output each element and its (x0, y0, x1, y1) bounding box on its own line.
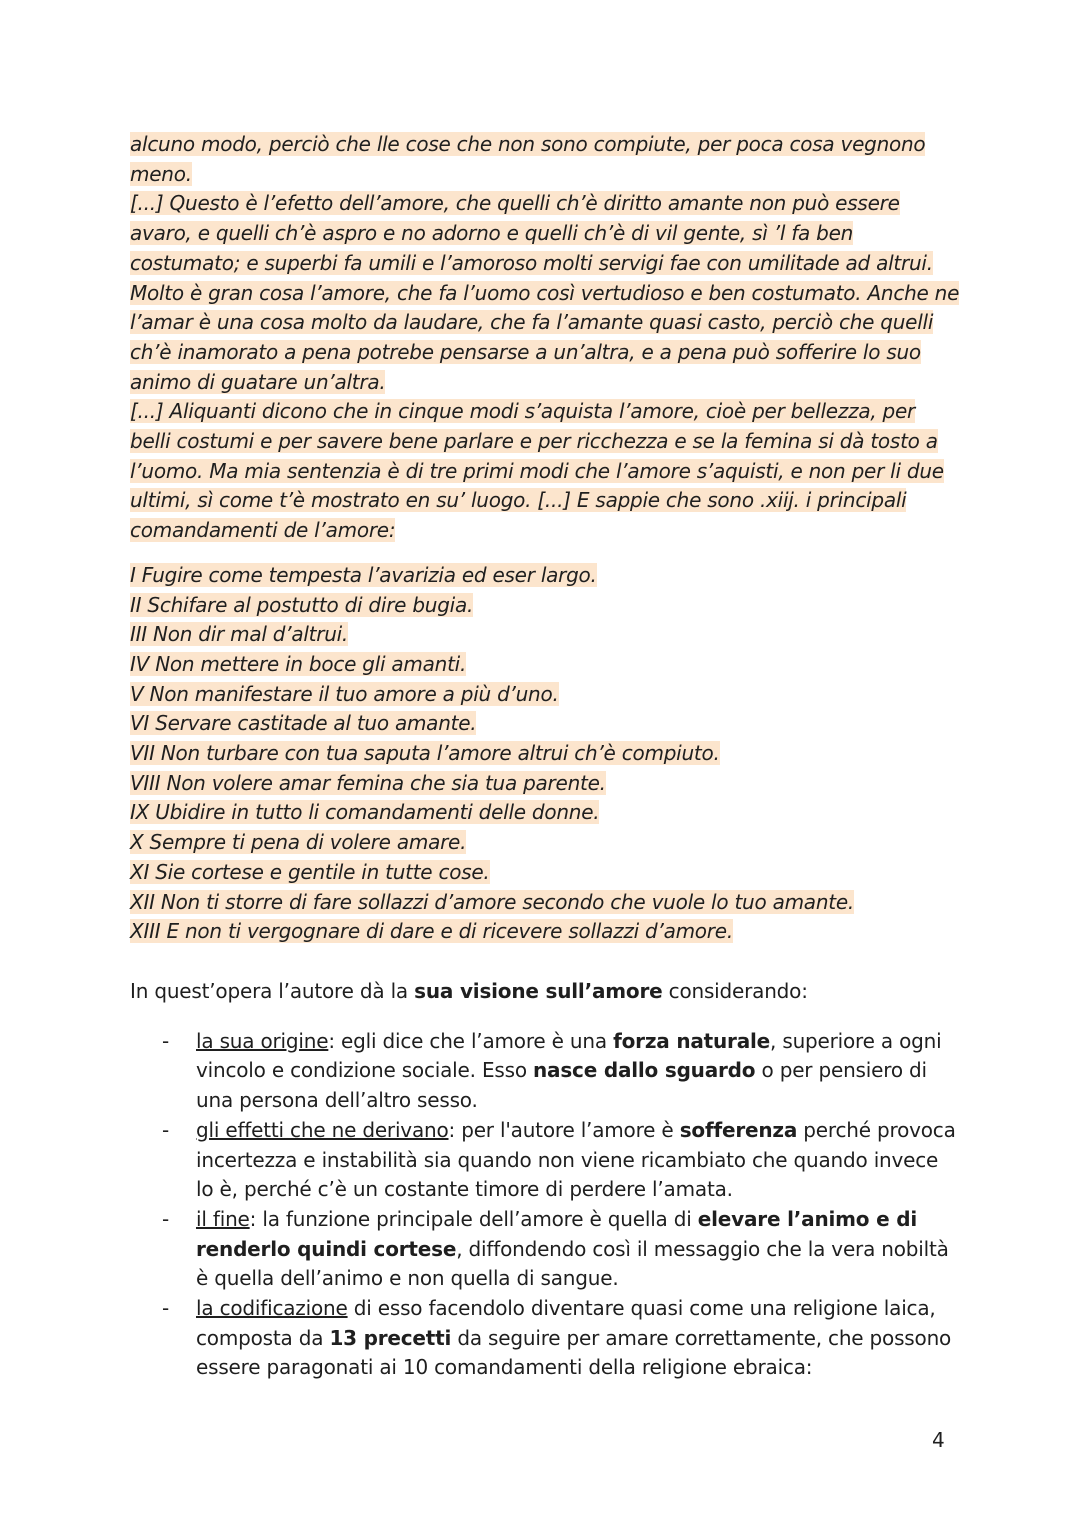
list-item-purpose: - il fine: la funzione principale dell’amore è quella di elevare l’animo e di renderlo quindi cortese, diffondendo così il messaggio che la vera nobiltà è quella dell’animo e non quella di sangue. (162, 1206, 949, 1291)
commandment-item: IX Ubidire in tutto li comandamenti delle donne. (130, 800, 600, 825)
document-page (130, 130, 960, 1383)
quote-paragraph-1: alcuno modo, perciò che lle cose che non sono compiute, per poca cosa vegnono meno. (130, 132, 926, 186)
commandment-item: VIII Non volere amar femina che sia tua parente. (130, 770, 606, 795)
dash-bullet: - (162, 1117, 170, 1142)
commandment-item: IV Non mettere in boce gli amanti. (130, 651, 467, 676)
dash-bullet: - (162, 1296, 170, 1321)
commandment-item: XII Non ti storre di fare sollazzi d’amore secondo che vuole lo tuo amante. (130, 889, 854, 914)
commandment-item: XI Sie cortese e gentile in tutte cose. (130, 859, 490, 884)
list-item-origin: - la sua origine: egli dice che l’amore è una forza naturale, superiore a ogni vincolo e condizione sociale. Esso nasce dallo sguardo o per pensiero di una persona dell’altro sesso. (162, 1028, 942, 1113)
commandment-item: XIII E non ti vergognare di dare e di ricevere sollazzi d’amore. (130, 919, 733, 944)
quote-paragraph-3: [...] Aliquanti dicono che in cinque modi s’aquista l’amore, cioè per bellezza, per belli costumi e per savere bene parlare e per ricchezza e se la femina si dà tosto a l’uomo. Ma mia sentenzia è di tre primi modi che l’amore s’aquisti, e non per li due ultimi, sì come t’è mostrato en su’ luogo. [...] E sappie che sono .xiij. i principali comandamenti de l’amore: (130, 399, 944, 543)
analysis-list (130, 1027, 960, 1383)
commandment-item: III Non dir mal d’altrui. (130, 622, 349, 647)
commandment-item: VI Servare castitade al tuo amante. (130, 711, 477, 736)
page-number: 4 (932, 1428, 945, 1452)
list-item-codification: - la codificazione di esso facendolo diventare quasi come una religione laica, composta da 13 precetti da seguire per amare correttamente, che possono essere paragonati ai 10 comandamenti della religione ebraica: (162, 1296, 952, 1380)
dash-bullet: - (162, 1206, 170, 1231)
commandment-item: II Schifare al postutto di dire bugia. (130, 592, 474, 617)
quote-paragraph-2: [...] Questo è l’efetto dell’amore, che quelli ch’è diritto amante non può essere avaro, e quelli ch’è aspro e no adorno e quelli ch’è di vil gente, sì ’l fa ben costumato; e superbi fa umili e l’amoroso molti servigi fae con umilitade ad altrui. Molto è gran cosa l’amore, che fa l’uomo così vertudioso e ben costumato. Anche ne l’amar è una cosa molto da laudare, che fa l’amante quasi casto, perciò che quelli ch’è inamorato a pena potrebe pensarse a un’altra, e a pena può sofferire lo suo animo di guatare un’altra. (130, 191, 960, 394)
commandments-list (130, 561, 960, 947)
list-item-effects: - gli effetti che ne derivano: per l'autore l’amore è sofferenza perché provoca incertezza e instabilità sia quando non viene ricambiato che quando invece lo è, perché c’è un costante timore di perdere l’amata. (162, 1117, 956, 1202)
intro-sentence: In quest’opera l’autore dà la sua visione sull’amore considerando: (130, 978, 808, 1003)
commandment-item: I Fugire come tempesta l’avarizia ed eser largo. (130, 562, 597, 587)
dash-bullet: - (162, 1028, 170, 1053)
commandment-item: VII Non turbare con tua saputa l’amore altrui ch’è compiuto. (130, 741, 720, 766)
commandment-item: V Non manifestare il tuo amore a più d’uno. (130, 681, 559, 706)
quoted-passage (130, 130, 960, 947)
commandment-item: X Sempre ti pena di volere amare. (130, 830, 467, 855)
